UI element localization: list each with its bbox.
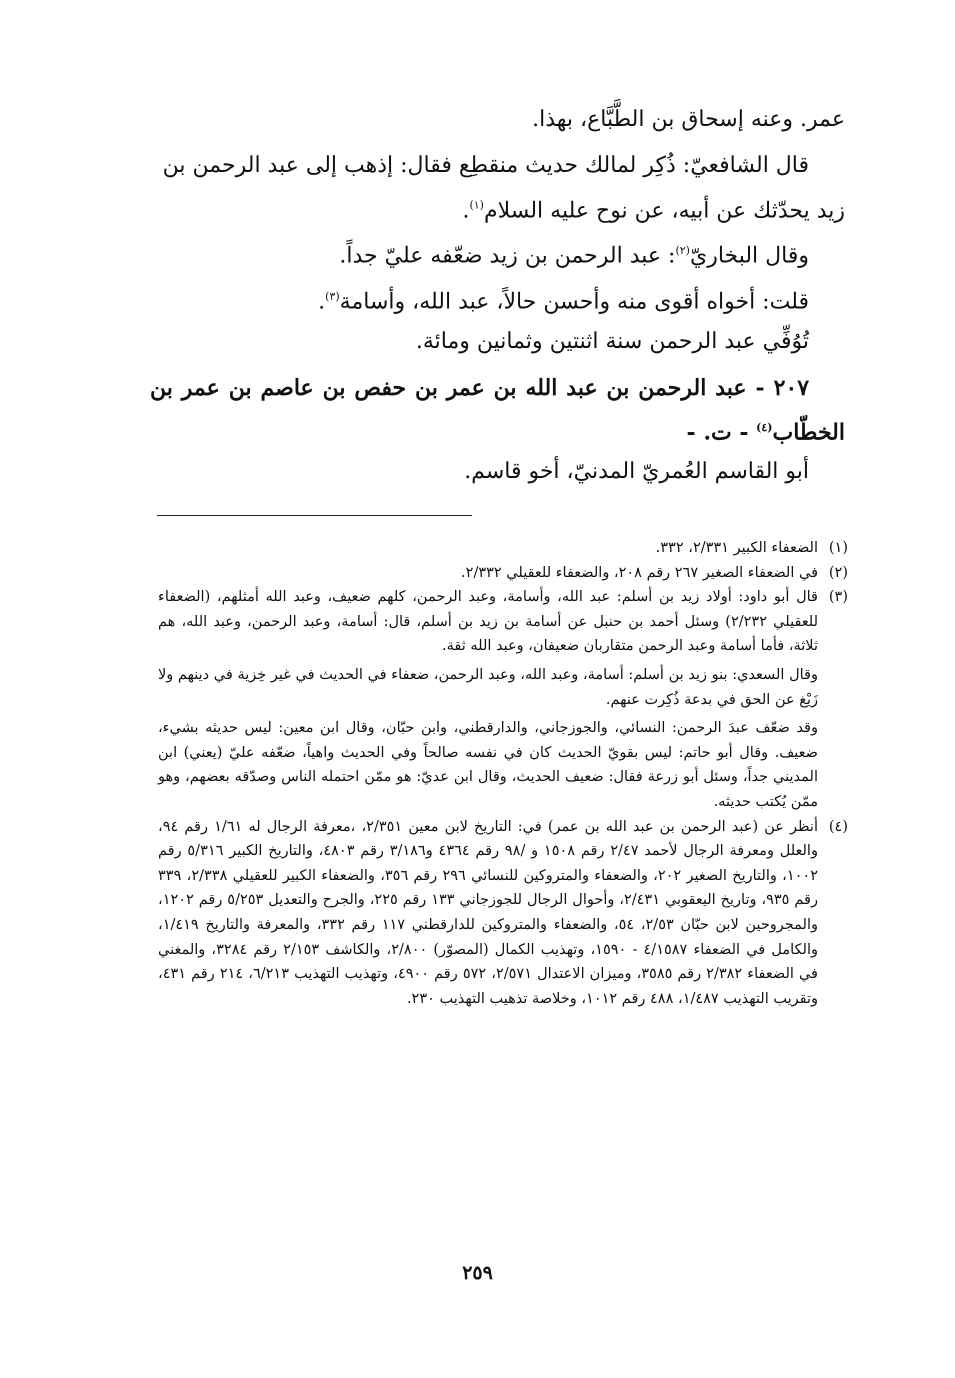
intro-line: عمر. وعنه إسحاق بن الطَّبَّاع، بهذا. [532,107,845,132]
footnote-1 [158,536,848,561]
death-line: تُوُفِّي عبد الرحمن سنة اثنتين وثمانين ومائة. [415,328,809,354]
footnote-text: قال أبو داود: أولاد زيد بن أسلم: عبد الله، وأسامة، وعبد الرحمن، كلهم ضعيف، وعبد الله أمثلهم، (الضعفاء للعقيلي ٢/٢٣٢) وسئل أحمد بن حنبل عن أسامة بن زيد بن أسلم، قال: أسامة، وعبد الرحمن، وعبد الله، هم ثلاثة، فأما أسامة وعبد الرحمن متقاربان ضعيفان، وعبد الله ثقة. [158,589,818,655]
biography-number: ٢٠٧ [773,374,810,401]
kunya-line: أبو القاسم العُمريّ المدنيّ، أخو قاسم. [464,459,809,485]
qultu-text: قلت: أخواه أقوى منه وأحسن حالاً، عبد الله، وأسامة [339,288,809,314]
footnote-ref-2: (٢) [675,244,690,258]
bukhari-text: : عبد الرحمن بن زيد ضعّفه عليّ جداً. [339,243,676,269]
footnote-divider [157,515,472,516]
footnote-text: في الضعفاء الصغير ٢٦٧ رقم ٢٠٨، والضعفاء للعقيلي ٢/٣٣٢. [461,564,818,581]
footnote-3 [158,585,848,814]
footnote-4 [158,815,848,1012]
footnote-number: (٣) [828,589,848,606]
footnote-number: (٢) [828,564,848,581]
shafii-text: قال الشافعيّ: ذُكِر لمالك حديث منقطِع فقال: إذهب إلى عبد الرحمن بن زيد يحدّثك عن أبيه، عن نوح عليه السلام [162,153,845,224]
page-number: ٢٥٩ [462,1262,493,1284]
footnote-text: الضعفاء الكبير ٢/٣٣١، ٣٣٢. [655,540,818,556]
biography-name: - عبد الرحمن بن عبد الله بن عمر بن حفص بن عاصم بن عمر بن الخطّاب [150,374,845,446]
footnote-text: وقد ضعّف عبدَ الرحمن: النسائي، والجوزجاني، والدارقطني، وابن حبّان، وقال ابن معين: ليس حديثه بشيء، ضعيف. وقال أبو حاتم: ليس بقويّ الحديث كان في نفسه صالحاً وفي الحديث واهياً، ضعّفه عليّ (يعني) ابن المديني جداً، وسئل أبو زرعة فقال: ضعيف الحديث، وقال ابن عديّ: هو ممّن احتمله الناس وصدّقه بعضهم، وهو ممّن يُكتب حديثه. [158,720,818,810]
footnote-number: (٤) [828,818,848,835]
footnote-ref-1: (١) [469,199,484,212]
shafii-paragraph: قال الشافعيّ: ذُكِر لمالك حديث منقطِع فقال: إذهب إلى عبد الرحمن بن زيد يحدّثك عن أبيه، عن نوح عليه السلام$^{(١)}$. [162,153,845,224]
footnote-text: أنظر عن (عبد الرحمن بن عبد الله بن عمر) في: التاريخ لابن معين ٢/٣٥١، ،معرفة الرجال له ١/٦١ رقم ٩٤، والعلل ومعرفة الرجال لأحمد ٢/٤٧ رقم ١٥٠٨ و /٩٨ رقم ٤٣٦٤ و٣/١٨٦ رقم ٤٨٠٣، والتاريخ الكبير ٥/٣١٦ رقم ١٠٠٢، والتاريخ الصغير ٢٠٢، والضعفاء والمتروكين للنسائي ٢٩٦ رقم ٣٥٦، والضعفاء الكبير للعقيلي ٢/٣٣٨، ٣٣٩ رقم ٩٣٥، وتاريخ اليعقوبي ٢/٤٣١، وأحوال الرجال للجوزجاني ١٣٣ رقم ٢٢٥، والجرح والتعديل ٥/٢٥٣ رقم ١٢٠٢، والمجروحين لابن حبّان ٢/٥٣، ٥٤، والضعفاء والمتروكين للدارقطني ١١٧ رقم ٣٣٢، والمعرفة والتاريخ ١/٤١٩، والكامل في الضعفاء ٤/١٥٨٧ - ١٥٩٠، وتهذيب الكمال (المصوّر) ٢/٨٠٠، والكاشف ٢/١٥٣ رقم ٣٢٨٤، والمغني في الضعفاء ٢/٣٨٢ رقم ٣٥٨٥، وميزان الاعتدال ٢/٥٧١، ٥٧٢ رقم ٤٩٠٠، وتهذيب التهذيب ٦/٢١٣، ٢١٤ رقم ٤٣١، وتقريب التهذيب ١/٤٨٧، ٤٨٨ رقم ١٠١٢، وخلاصة تذهيب التهذيب ٢٣٠. [158,818,819,1007]
qultu-line: قلت: أخواه أقوى منه وأحسن حالاً، عبد الله، وأسامة$^{(٣)}$. [318,288,809,314]
footnote-ref-3: (٣) [325,289,340,303]
main-text-block [150,100,845,492]
biography-heading [150,368,845,452]
footnote-ref-4: (٤) [756,420,773,434]
bukhari-label: وقال البخاريّ [689,243,809,269]
footnotes-block [158,536,848,1011]
footnote-number: (١) [828,540,848,556]
biography-symbol: - ت. - [686,419,749,446]
bukhari-line [150,231,845,276]
footnote-text: وقال السعدي: بنو زيد بن أسلم: أسامة، وعبد الله، وعبد الرحمن، ضعفاء في الحديث في غير خِزية في دينهم ولا زَيْغ عن الحق في بدعة ذُكِرت عنهم. [158,666,818,708]
footnote-2 [158,561,848,586]
